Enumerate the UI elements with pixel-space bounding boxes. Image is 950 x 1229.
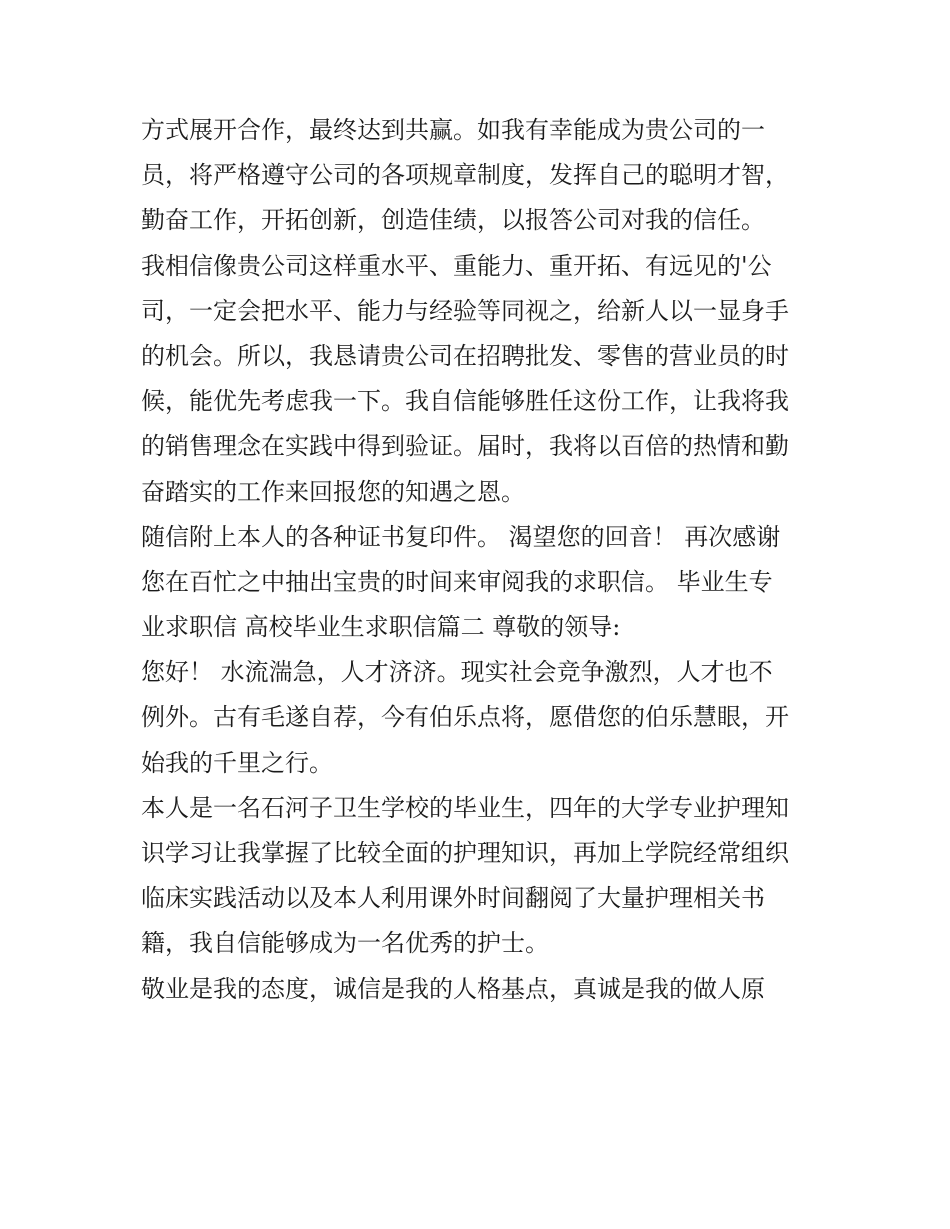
text-line: 例外。古有毛遂自荐，今有伯乐点将，愿借您的伯乐慧眼，开	[141, 703, 789, 732]
text-line: 随信附上本人的各种证书复印件。 渴望您的回音！ 再次感谢	[141, 522, 781, 551]
text-line: 识学习让我掌握了比较全面的护理知识，再加上学院经常组织	[141, 839, 789, 867]
text-line: 我相信像贵公司这样重水平、重能力、重开拓、有远见的'公	[141, 251, 772, 280]
text-line: 勤奋工作，开拓创新，创造佳绩，以报答公司对我的信任。	[141, 206, 765, 235]
text-line: 您在百忙之中抽出宝贵的时间来审阅我的求职信。 毕业生专	[141, 567, 773, 596]
text-line: 您好！ 水流湍急，人才济济。现实社会竞争激烈，人才也不	[141, 658, 773, 687]
text-line: 奋踏实的工作来回报您的知遇之恩。	[141, 477, 525, 506]
text-line: 临床实践活动以及本人利用课外时间翻阅了大量护理相关书	[141, 884, 765, 913]
text-line: 方式展开合作，最终达到共赢。如我有幸能成为贵公司的一	[141, 116, 765, 144]
text-line: 候，能优先考虑我一下。我自信能够胜任这份工作，让我将我	[141, 387, 789, 416]
text-line: 司，一定会把水平、能力与经验等同视之，给新人以一显身手	[141, 296, 789, 325]
text-line: 的销售理念在实践中得到验证。届时，我将以百倍的热情和勤	[141, 432, 789, 461]
text-line: 始我的千里之行。	[141, 748, 333, 777]
text-line: 本人是一名石河子卫生学校的毕业生，四年的大学专业护理知	[141, 793, 789, 822]
text-line: 的机会。所以，我恳请贵公司在招聘批发、零售的营业员的时	[141, 341, 789, 370]
text-line: 业求职信 高校毕业生求职信篇二 尊敬的领导:	[141, 613, 621, 642]
text-line: 敬业是我的态度，诚信是我的人格基点，真诚是我的做人原	[141, 974, 765, 1003]
body-text	[141, 108, 821, 1012]
text-line: 员，将严格遵守公司的各项规章制度，发挥自己的聪明才智，	[141, 161, 789, 190]
text-line: 籍，我自信能够成为一名优秀的护士。	[141, 929, 549, 958]
